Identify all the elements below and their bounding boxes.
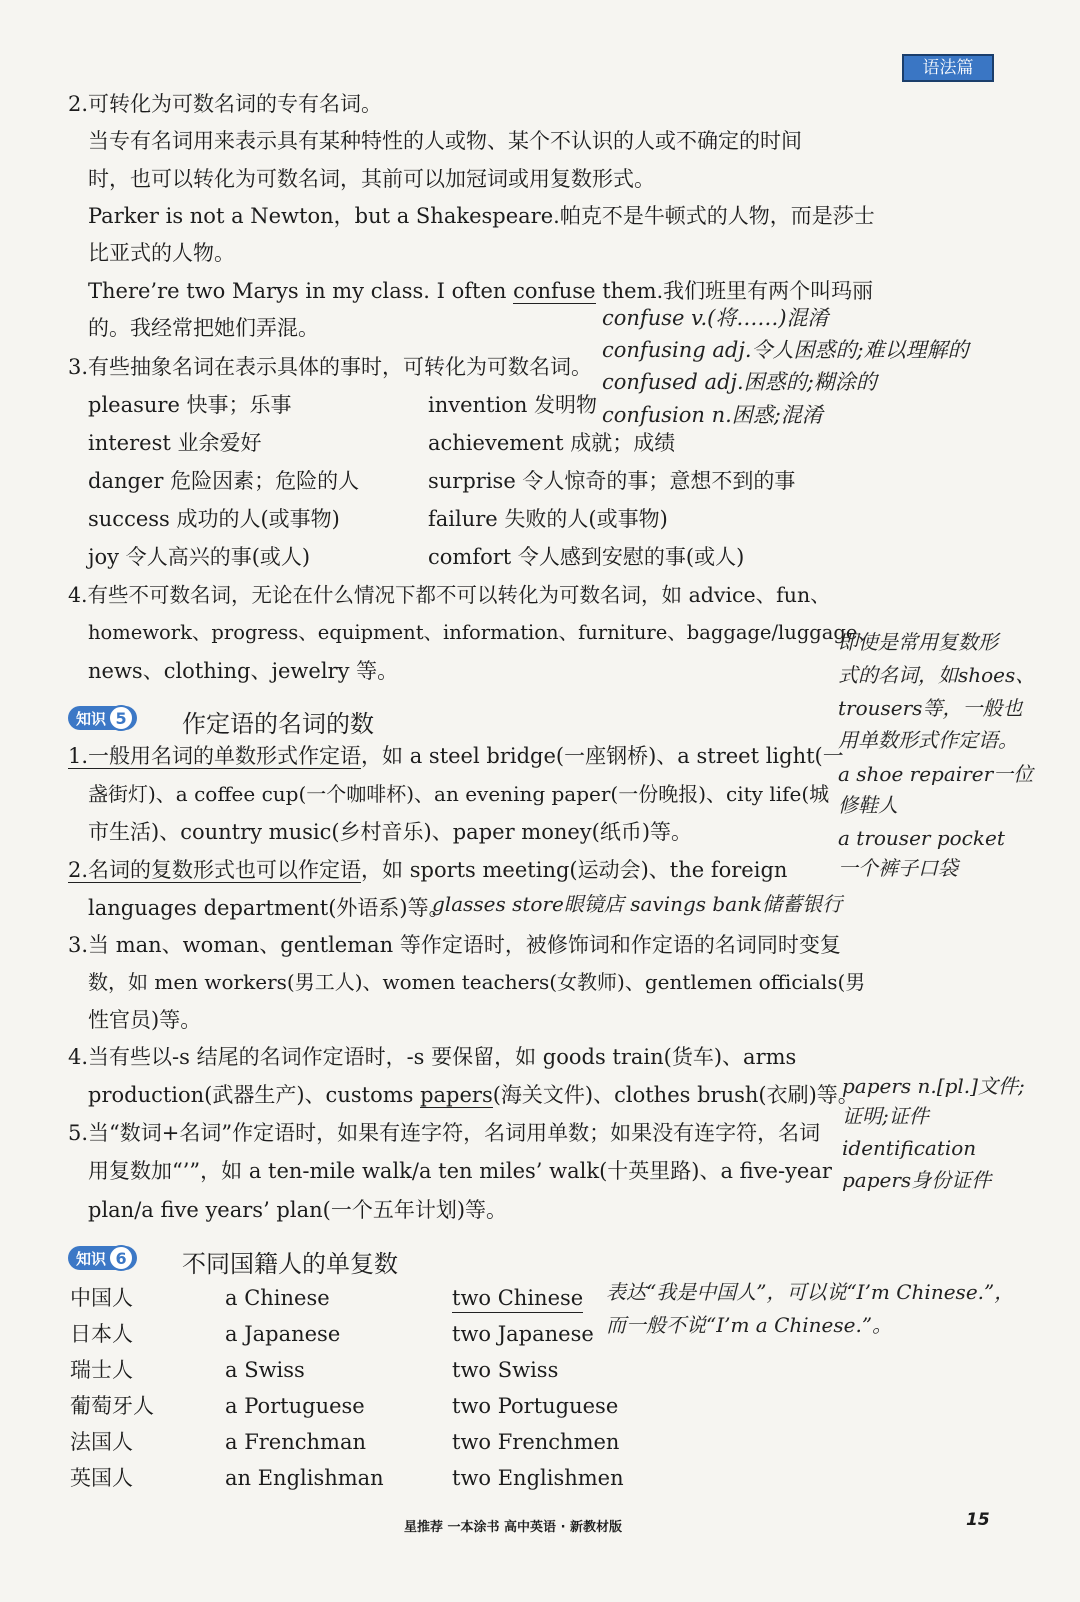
nationality-singular: a Chinese	[225, 1286, 330, 1310]
k5-p2-underlined: 2.名词的复数形式也可以作定语	[68, 858, 362, 882]
section3-item-left: success 成功的人(或事物)	[88, 507, 340, 531]
section3-heading: 3.有些抽象名词在表示具体的事时，可转化为可数名词。	[68, 355, 593, 379]
badge-label: 知识	[76, 709, 107, 728]
badge-label: 知识	[76, 1249, 107, 1268]
section4-line3: news、clothing、jewelry 等。	[88, 659, 399, 683]
note-plural-line: 式的名词，如shoes、	[838, 663, 1036, 687]
footer-text: 星推荐 一本涂书 高中英语 · 新教材版	[404, 1520, 623, 1535]
k5-p1-underlined: 1.一般用名词的单数形式作定语	[68, 744, 362, 768]
note-plural-line: 修鞋人	[838, 793, 898, 817]
nationality-plural: two Chinese	[452, 1288, 583, 1313]
nationality-country: 瑞士人	[70, 1358, 133, 1382]
k5-p5-line3: plan/a five years’ plan(一个五年计划)等。	[88, 1198, 508, 1222]
underlined-word-papers: papers	[420, 1083, 493, 1107]
nationality-country: 日本人	[70, 1322, 133, 1346]
nationality-singular: a Swiss	[225, 1358, 305, 1382]
section3-item-left: pleasure 快事；乐事	[88, 393, 292, 417]
nationality-country: 中国人	[70, 1286, 133, 1310]
note-plural-line: 即使是常用复数形	[838, 630, 998, 654]
example2-text-a: There’re two Marys in my class. I often	[88, 279, 514, 303]
nationality-singular: an Englishman	[225, 1466, 384, 1490]
underlined-word-confuse: confuse	[513, 279, 596, 303]
badge-number: 6	[108, 1245, 134, 1271]
note-confusion: confusion n.困惑;混淆	[602, 403, 823, 427]
k5-p3-line3: 性官员)等。	[88, 1008, 202, 1032]
section2-para-line2: 时，也可以转化为可数名词，其前可以加冠词或用复数形式。	[88, 167, 655, 191]
knowledge6-title: 不同国籍人的单复数	[182, 1250, 398, 1278]
page-number: 15	[966, 1510, 990, 1530]
note-papers-line: papers身份证件	[842, 1168, 992, 1192]
section2-example2-line1	[88, 281, 873, 302]
note-glasses-savings: glasses store眼镜店 savings bank储蓄银行	[432, 892, 843, 916]
note-plural-line: trousers等，一般也	[838, 696, 1023, 720]
nationality-plural: two Japanese	[452, 1322, 594, 1346]
note-papers-line: identification	[842, 1136, 977, 1160]
section3-item-right: surprise 令人惊奇的事；意想不到的事	[428, 469, 796, 493]
k5-p5-line2: 用复数加“’”，如 a ten-mile walk/a ten miles’ walk(十英里路)、a five-year	[88, 1159, 832, 1183]
example2-text-b: them.我们班里有两个叫玛丽	[595, 279, 874, 303]
nationality-plural: two Englishmen	[452, 1466, 624, 1490]
k5-p3-line2: 数，如 men workers(男工人)、women teachers(女教师)、gentlemen officials(男	[88, 970, 866, 994]
k5-p4-text-a: production(武器生产)、customs	[88, 1083, 421, 1107]
knowledge-badge-6	[68, 1246, 137, 1270]
note-plural-line: 一个裤子口袋	[838, 856, 958, 880]
k5-p1-line2: 盏街灯)、a coffee cup(一个咖啡杯)、an evening paper(一份晚报)、city life(城	[88, 782, 830, 806]
nationality-country: 葡萄牙人	[70, 1394, 154, 1418]
section3-item-right: invention 发明物	[428, 393, 598, 417]
section2-example1-line2: 比亚式的人物。	[88, 241, 235, 265]
note-papers-line: papers n.[pl.]文件;	[842, 1074, 1025, 1098]
note-plural-line: a trouser pocket	[838, 826, 1005, 850]
knowledge5-title: 作定语的名词的数	[182, 710, 374, 738]
section-tab-grammar: 语法篇	[902, 54, 994, 82]
section3-item-left: interest 业余爱好	[88, 431, 262, 455]
section2-example1-line1: Parker is not a Newton，but a Shakespeare.帕克不是牛顿式的人物，而是莎士	[88, 204, 875, 228]
k5-p4-line1: 4.当有些以-s 结尾的名词作定语时，-s 要保留，如 goods train(货车)、arms	[68, 1045, 797, 1069]
nationality-country: 法国人	[70, 1430, 133, 1454]
k5-p1-line3: 市生活)、country music(乡村音乐)、paper money(纸币)等。	[88, 820, 693, 844]
section3-item-right: achievement 成就；成绩	[428, 431, 676, 455]
note-papers-line: 证明;证件	[842, 1104, 929, 1128]
badge-number: 5	[108, 705, 134, 731]
section3-item-right: failure 失败的人(或事物)	[428, 507, 668, 531]
k5-p3-line1: 3.当 man、woman、gentleman 等作定语时，被修饰词和作定语的名词同时变复	[68, 933, 841, 957]
k5-p1-line1	[68, 746, 844, 767]
k5-p2-rest: ，如 sports meeting(运动会)、the foreign	[361, 858, 788, 882]
k5-p1-rest: ，如 a steel bridge(一座钢桥)、a street light(一	[361, 744, 844, 768]
section4-line2: homework、progress、equipment、information、furniture、baggage/luggage、	[88, 621, 877, 644]
nationality-plural: two Frenchmen	[452, 1430, 620, 1454]
section3-item-right: comfort 令人感到安慰的事(或人)	[428, 545, 745, 569]
nationality-singular: a Portuguese	[225, 1394, 365, 1418]
note-confusing: confusing adj.令人困惑的;难以理解的	[602, 338, 969, 362]
k5-p2-line2: languages department(外语系)等。	[88, 896, 450, 920]
nationality-plural: two Swiss	[452, 1358, 559, 1382]
k5-p5-line1: 5.当“数词+名词”作定语时，如果有连字符，名词用单数；如果没有连字符，名词	[68, 1121, 821, 1145]
k5-p4-line2	[88, 1085, 859, 1106]
nationality-singular: a Frenchman	[225, 1430, 367, 1454]
note-confused: confused adj.困惑的;糊涂的	[602, 370, 877, 394]
nationality-singular: a Japanese	[225, 1322, 341, 1346]
nationality-plural: two Portuguese	[452, 1394, 619, 1418]
nationality-country: 英国人	[70, 1466, 133, 1490]
knowledge-badge-5	[68, 706, 137, 730]
section2-heading: 2.可转化为可数名词的专有名词。	[68, 92, 383, 116]
section2-para-line1: 当专有名词用来表示具有某种特性的人或物、某个不认识的人或不确定的时间	[88, 129, 802, 153]
note-plural-line: 用单数形式作定语。	[838, 728, 1018, 752]
section3-item-left: joy 令人高兴的事(或人)	[88, 545, 311, 569]
section4-line1: 4.有些不可数名词，无论在什么情况下都不可以转化为可数名词，如 advice、fun、	[68, 583, 831, 607]
k5-p2-line1	[68, 860, 787, 881]
section2-example2-line2: 的。我经常把她们弄混。	[88, 316, 319, 340]
note-chinese-line1: 表达“我是中国人”，可以说“I’m Chinese.”，	[606, 1280, 1015, 1304]
k5-p4-text-b: (海关文件)、clothes brush(衣刷)等。	[492, 1083, 859, 1107]
note-confuse: confuse v.(将……)混淆	[602, 306, 829, 330]
note-chinese-line2: 而一般不说“I’m a Chinese.”。	[606, 1313, 893, 1337]
note-plural-line: a shoe repairer一位	[838, 762, 1034, 786]
section3-item-left: danger 危险因素；危险的人	[88, 469, 360, 493]
